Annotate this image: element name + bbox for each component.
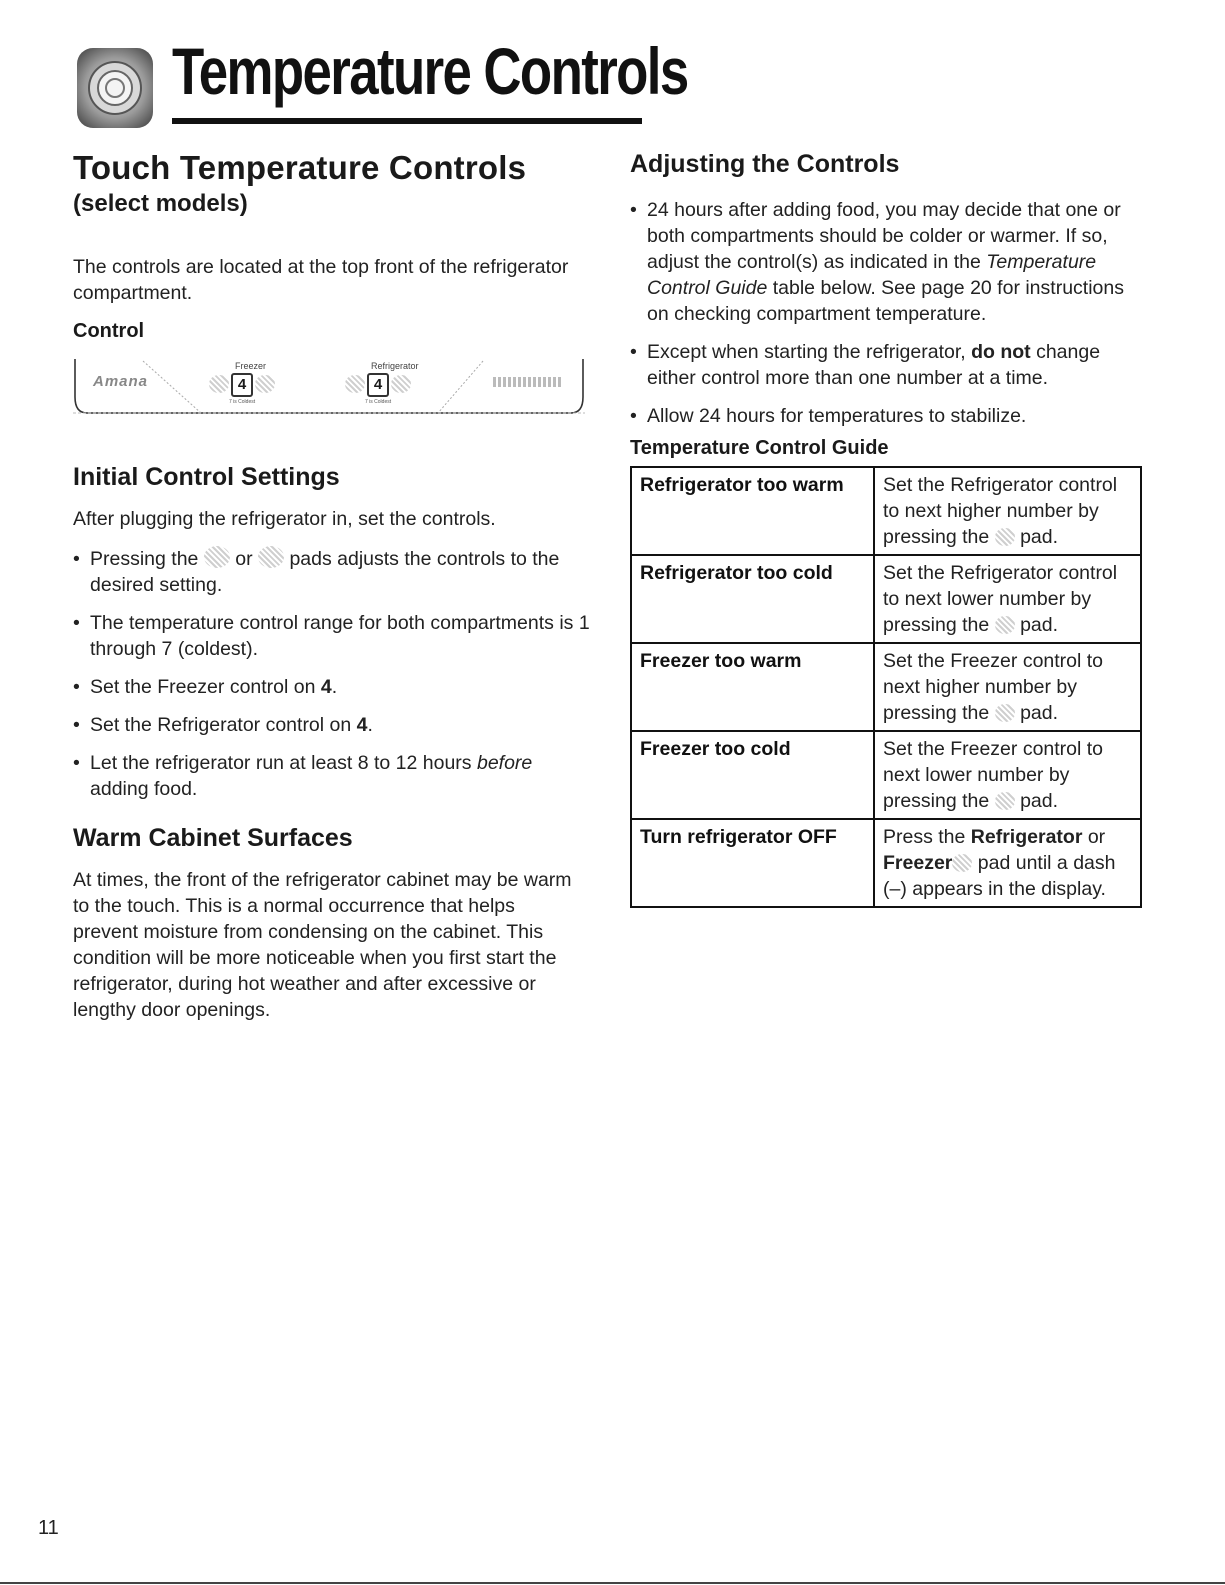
guide-title: Temperature Control Guide <box>630 437 889 459</box>
page-number: 11 <box>38 1517 59 1539</box>
table-cell: Set the Refrigerator control to next lower number by pressing the pad. <box>874 555 1141 643</box>
freezer-display: 4 <box>231 373 253 397</box>
list-item: • Let the refrigerator run at least 8 to 12 hours before adding food. <box>73 752 533 801</box>
warm-cabinet-heading: Warm Cabinet Surfaces <box>73 824 353 853</box>
panel-freezer-label: Freezer <box>235 361 267 372</box>
list-item: • Pressing the or pads adjusts the controls to the desired setting. <box>73 548 560 597</box>
initial-settings-intro: After plugging the refrigerator in, set the controls. <box>73 508 496 531</box>
list-item: • Except when starting the refrigerator, do not change either control more than one number at a time. <box>630 341 1101 389</box>
right-column <box>630 150 1145 908</box>
list-item: • Set the Freezer control on 4. <box>73 676 338 699</box>
control-panel-illustration <box>73 357 585 419</box>
section-title: Touch Temperature Controls <box>73 149 527 186</box>
panel-logo-mark <box>493 377 563 387</box>
list-item: • The temperature control range for both compartments is 1 through 7 (coldest). <box>73 612 590 661</box>
warmer-pad-icon <box>995 528 1015 546</box>
refrigerator-scale-note: 7 is Coldest <box>365 399 392 406</box>
table-cell: Set the Freezer control to next higher number by pressing the pad. <box>874 643 1141 731</box>
warmer-pad-icon <box>995 704 1015 722</box>
table-cell: Press the Refrigerator or Freezer pad until a dash (–) appears in the display. <box>874 819 1141 907</box>
table-cell: Set the Freezer control to next lower number by pressing the pad. <box>874 731 1141 819</box>
page-title: Temperature Controls <box>172 34 688 108</box>
left-column <box>73 150 593 1023</box>
warm-cabinet-text: At times, the front of the refrigerator cabinet may be warm to the touch. This is a normal occurrence that helps prevent moisture from condensing on the cabinet. This condition will be more noticeable when you first start the refrigerator, during hot weather and after excessive or lengthy door openings. <box>73 869 572 1022</box>
panel-refrigerator-label: Refrigerator <box>371 361 419 372</box>
table-cell: Freezer too warm <box>631 643 874 731</box>
table-cell: Turn refrigerator OFF <box>631 819 874 907</box>
colder-pad-icon <box>952 854 972 872</box>
temperature-dial-icon <box>77 48 153 128</box>
list-item: • 24 hours after adding food, you may decide that one or both compartments should be colder or warmer. If so, adjust the control(s) as indicated in the Temperature Control Guide table below. See page 20 for instructions on checking compartment temperature. <box>630 199 1124 325</box>
colder-pad-icon <box>995 616 1015 634</box>
page-bottom-rule <box>0 1582 1225 1584</box>
table-cell: Set the Refrigerator control to next higher number by pressing the pad. <box>874 467 1141 555</box>
control-label: Control <box>73 320 145 343</box>
freezer-scale-note: 7 is Coldest <box>229 399 256 406</box>
list-item: • Allow 24 hours for temperatures to stabilize. <box>630 405 1027 427</box>
table-row <box>631 643 1141 731</box>
table-cell: Refrigerator too cold <box>631 555 874 643</box>
adjusting-list <box>630 197 1145 429</box>
refrigerator-display: 4 <box>367 373 389 397</box>
table-row <box>631 731 1141 819</box>
initial-settings-heading: Initial Control Settings <box>73 463 340 492</box>
table-cell: Refrigerator too warm <box>631 467 874 555</box>
initial-settings-list <box>73 546 593 802</box>
list-item: • Set the Refrigerator control on 4. <box>73 714 373 737</box>
table-row <box>631 555 1141 643</box>
table-row <box>631 819 1141 907</box>
temperature-control-guide-table <box>630 466 1142 908</box>
warmer-pad-icon <box>258 546 284 568</box>
adjusting-heading: Adjusting the Controls <box>630 150 900 178</box>
table-cell: Freezer too cold <box>631 731 874 819</box>
panel-brand: Amana <box>93 373 149 391</box>
title-underline <box>172 118 642 124</box>
intro-text: The controls are located at the top front of the refrigerator compartment. <box>73 256 569 305</box>
colder-pad-icon <box>204 546 230 568</box>
section-subtitle: (select models) <box>73 190 248 218</box>
table-row <box>631 467 1141 555</box>
colder-pad-icon <box>995 792 1015 810</box>
